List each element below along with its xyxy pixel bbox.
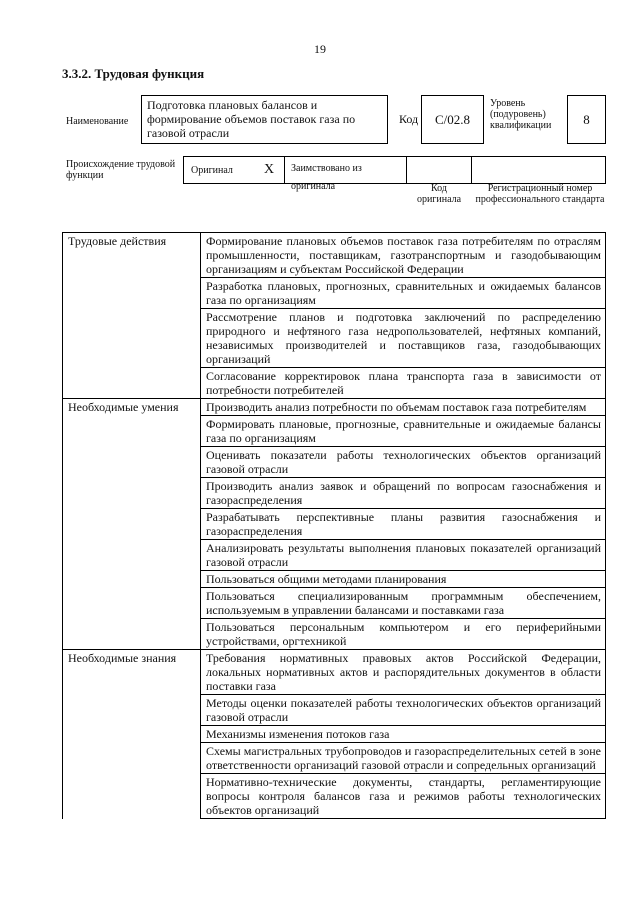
name-box bbox=[141, 95, 388, 144]
level-box bbox=[567, 95, 606, 144]
item-cell: Пользоваться общими методами планирования bbox=[201, 571, 606, 588]
item-cell: Согласование корректировок плана транспорта газа в зависимости от потребности потребителей bbox=[201, 368, 606, 399]
item-cell: Разрабатывать перспективные планы развития газоснабжения и газораспределения bbox=[201, 509, 606, 540]
code-value: C/02.8 bbox=[434, 111, 471, 127]
item-cell: Формирование плановых объемов поставок газа потребителям по отраслям промышленности, поставщикам, газотранспортным и газодобывающим организациям и субъектам Российской Федерации bbox=[201, 233, 606, 278]
item-cell: Методы оценки показателей работы технологических объектов организаций газовой отрасли bbox=[201, 695, 606, 726]
level-value: 8 bbox=[583, 111, 590, 127]
original-box bbox=[183, 156, 285, 184]
page-number: 19 bbox=[314, 42, 326, 56]
table-row bbox=[63, 650, 606, 695]
item-cell: Анализировать результаты выполнения плановых показателей организаций газовой отрасли bbox=[201, 540, 606, 571]
category-cell: Необходимые знания bbox=[63, 650, 201, 819]
borrowed-label: Заимствовано из оригинала bbox=[291, 163, 362, 192]
reg-caption: Регистрационный номер профессионального стандарта bbox=[475, 183, 605, 205]
item-cell: Формировать плановые, прогнозные, сравнительные и ожидаемые балансы газа по организациям bbox=[201, 416, 606, 447]
name-value: Подготовка плановых балансов и формирование объемов поставок газа по газовой отрасли bbox=[147, 98, 356, 140]
function-table bbox=[62, 232, 606, 819]
section-title: 3.3.2. Трудовая функция bbox=[62, 66, 205, 81]
item-cell: Нормативно-технические документы, стандарты, регламентирующие вопросы контроля балансов газа и режимов работы технологических объектов организаций bbox=[201, 774, 606, 819]
item-cell: Пользоваться специализированным программным обеспечением, используемым в управлении балансами и поставками газа bbox=[201, 588, 606, 619]
item-cell: Механизмы изменения потоков газа bbox=[201, 726, 606, 743]
item-cell: Оценивать показатели работы технологических объектов организаций газовой отрасли bbox=[201, 447, 606, 478]
level-label: Уровень (подуровень) квалификации bbox=[490, 98, 552, 131]
item-cell: Производить анализ потребности по объемам поставок газа потребителям bbox=[201, 399, 606, 416]
table-row bbox=[63, 399, 606, 416]
original-label: Оригинал bbox=[191, 165, 233, 176]
item-cell: Рассмотрение планов и подготовка заключений по распределению природного и нефтяного газа недропользователей, нефтяных компаний, независимых производителей и поставщиков газа, газодобывающих организаций bbox=[201, 309, 606, 368]
category-cell: Необходимые умения bbox=[63, 399, 201, 650]
item-cell: Пользоваться персональным компьютером и его периферийными устройствами, оргтехникой bbox=[201, 619, 606, 650]
borrowed-box bbox=[284, 156, 407, 192]
item-cell: Производить анализ заявок и обращений по вопросам газоснабжения и газораспределения bbox=[201, 478, 606, 509]
origin-label: Происхождение трудовой функции bbox=[66, 159, 176, 181]
code-caption: Код оригинала bbox=[416, 183, 462, 205]
original-mark: X bbox=[264, 162, 275, 177]
item-cell: Требования нормативных правовых актов Российской Федерации, локальных нормативных актов и распорядительных документов в области поставки газа bbox=[201, 650, 606, 695]
name-label: Наименование bbox=[66, 116, 129, 127]
table-row bbox=[63, 233, 606, 278]
code-box bbox=[421, 95, 484, 144]
category-cell: Трудовые действия bbox=[63, 233, 201, 399]
code-label: Код bbox=[399, 112, 419, 126]
reg-number-box bbox=[471, 156, 606, 184]
item-cell: Разработка плановых, прогнозных, сравнительных и ожидаемых балансов газа по организациям bbox=[201, 278, 606, 309]
original-code-box bbox=[406, 156, 472, 184]
item-cell: Схемы магистральных трубопроводов и газораспределительных сетей в зоне ответственности организаций газовой отрасли и сопредельных организаций bbox=[201, 743, 606, 774]
